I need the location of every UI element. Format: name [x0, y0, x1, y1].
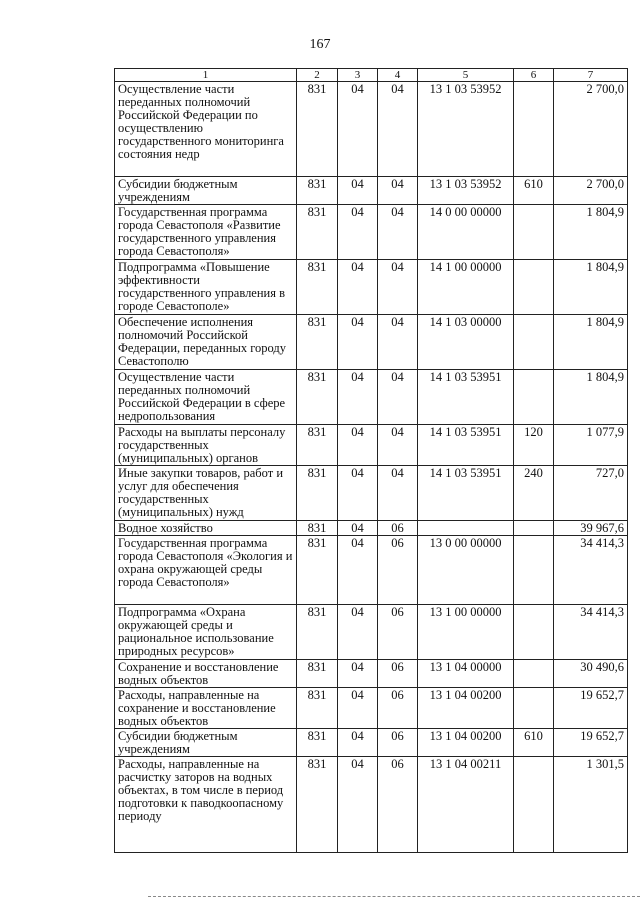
row-ministry-code: 831	[297, 605, 338, 660]
row-name: Расходы на выплаты персоналу государственных (муниципальных) органов	[115, 425, 297, 466]
row-expense-type: 120	[514, 425, 554, 466]
row-section-code: 04	[338, 370, 378, 425]
row-section-code: 04	[338, 536, 378, 605]
row-expense-type	[514, 688, 554, 729]
row-target-article: 13 1 04 00211	[418, 757, 514, 853]
row-amount: 1 804,9	[554, 260, 628, 315]
row-ministry-code: 831	[297, 370, 338, 425]
row-amount: 19 652,7	[554, 729, 628, 757]
row-expense-type	[514, 660, 554, 688]
row-expense-type	[514, 260, 554, 315]
row-section-code: 04	[338, 757, 378, 853]
row-section-code: 04	[338, 466, 378, 521]
row-subsection-code: 06	[378, 660, 418, 688]
row-subsection-code: 04	[378, 260, 418, 315]
table-row	[115, 260, 628, 315]
row-ministry-code: 831	[297, 315, 338, 370]
row-subsection-code: 04	[378, 370, 418, 425]
row-ministry-code: 831	[297, 260, 338, 315]
row-ministry-code: 831	[297, 757, 338, 853]
column-header: 6	[514, 69, 554, 82]
row-subsection-code: 06	[378, 757, 418, 853]
row-expense-type: 240	[514, 466, 554, 521]
page-bottom-edge	[148, 896, 640, 897]
row-section-code: 04	[338, 82, 378, 177]
table-row	[115, 370, 628, 425]
row-section-code: 04	[338, 315, 378, 370]
row-ministry-code: 831	[297, 660, 338, 688]
row-amount: 1 301,5	[554, 757, 628, 853]
row-target-article: 13 1 04 00200	[418, 688, 514, 729]
row-expense-type	[514, 605, 554, 660]
row-subsection-code: 06	[378, 521, 418, 536]
row-expense-type	[514, 536, 554, 605]
row-section-code: 04	[338, 688, 378, 729]
row-name: Субсидии бюджетным учреждениям	[115, 729, 297, 757]
row-subsection-code: 04	[378, 466, 418, 521]
row-target-article: 13 1 04 00000	[418, 660, 514, 688]
row-expense-type	[514, 521, 554, 536]
row-target-article: 13 0 00 00000	[418, 536, 514, 605]
row-section-code: 04	[338, 260, 378, 315]
row-section-code: 04	[338, 425, 378, 466]
row-name: Субсидии бюджетным учреждениям	[115, 177, 297, 205]
row-amount: 19 652,7	[554, 688, 628, 729]
row-ministry-code: 831	[297, 521, 338, 536]
column-header: 2	[297, 69, 338, 82]
row-name: Водное хозяйство	[115, 521, 297, 536]
row-subsection-code: 04	[378, 205, 418, 260]
column-header: 4	[378, 69, 418, 82]
row-amount: 2 700,0	[554, 82, 628, 177]
row-target-article: 14 0 00 00000	[418, 205, 514, 260]
row-ministry-code: 831	[297, 82, 338, 177]
table-row	[115, 688, 628, 729]
row-section-code: 04	[338, 177, 378, 205]
row-amount: 727,0	[554, 466, 628, 521]
row-target-article: 13 1 03 53952	[418, 177, 514, 205]
row-target-article	[418, 521, 514, 536]
row-ministry-code: 831	[297, 536, 338, 605]
budget-table	[114, 68, 628, 853]
column-number-row	[115, 69, 628, 82]
row-target-article: 14 1 00 00000	[418, 260, 514, 315]
table-row	[115, 729, 628, 757]
row-ministry-code: 831	[297, 177, 338, 205]
row-target-article: 13 1 00 00000	[418, 605, 514, 660]
row-name: Государственная программа города Севастополя «Экология и охрана окружающей среды города Севастополя»	[115, 536, 297, 605]
row-name: Сохранение и восстановление водных объектов	[115, 660, 297, 688]
row-name: Подпрограмма «Повышение эффективности государственного управления в городе Севастополе»	[115, 260, 297, 315]
row-amount: 1 077,9	[554, 425, 628, 466]
row-target-article: 14 1 03 53951	[418, 370, 514, 425]
row-ministry-code: 831	[297, 205, 338, 260]
row-name: Подпрограмма «Охрана окружающей среды и рациональное использование природных ресурсов»	[115, 605, 297, 660]
table-row	[115, 315, 628, 370]
table-row	[115, 660, 628, 688]
row-name: Иные закупки товаров, работ и услуг для обеспечения государственных (муниципальных) нужд	[115, 466, 297, 521]
row-subsection-code: 04	[378, 177, 418, 205]
row-section-code: 04	[338, 521, 378, 536]
row-amount: 1 804,9	[554, 370, 628, 425]
table-row	[115, 205, 628, 260]
row-expense-type: 610	[514, 729, 554, 757]
row-expense-type	[514, 315, 554, 370]
row-name: Государственная программа города Севастополя «Развитие государственного управления города Севастополя»	[115, 205, 297, 260]
row-target-article: 14 1 03 53951	[418, 466, 514, 521]
table-row	[115, 536, 628, 605]
row-subsection-code: 04	[378, 425, 418, 466]
row-subsection-code: 06	[378, 688, 418, 729]
row-target-article: 14 1 03 00000	[418, 315, 514, 370]
table-row	[115, 425, 628, 466]
row-subsection-code: 04	[378, 315, 418, 370]
column-header: 7	[554, 69, 628, 82]
page-number: 167	[309, 37, 331, 52]
row-expense-type	[514, 370, 554, 425]
table-row	[115, 521, 628, 536]
row-amount: 34 414,3	[554, 536, 628, 605]
row-ministry-code: 831	[297, 688, 338, 729]
row-section-code: 04	[338, 205, 378, 260]
row-subsection-code: 06	[378, 605, 418, 660]
row-name: Расходы, направленные на расчистку заторов на водных объектах, в том числе в период подготовки к паводкоопасному периоду	[115, 757, 297, 853]
row-name: Осуществление части переданных полномочий Российской Федерации в сфере недропользования	[115, 370, 297, 425]
row-expense-type	[514, 757, 554, 853]
table-row	[115, 605, 628, 660]
row-amount: 1 804,9	[554, 315, 628, 370]
row-subsection-code: 04	[378, 82, 418, 177]
table-row	[115, 757, 628, 853]
row-subsection-code: 06	[378, 729, 418, 757]
row-amount: 30 490,6	[554, 660, 628, 688]
row-expense-type	[514, 205, 554, 260]
row-ministry-code: 831	[297, 466, 338, 521]
row-amount: 2 700,0	[554, 177, 628, 205]
row-name: Расходы, направленные на сохранение и восстановление водных объектов	[115, 688, 297, 729]
row-target-article: 13 1 04 00200	[418, 729, 514, 757]
row-target-article: 14 1 03 53951	[418, 425, 514, 466]
table-row	[115, 82, 628, 177]
row-amount: 1 804,9	[554, 205, 628, 260]
row-target-article: 13 1 03 53952	[418, 82, 514, 177]
column-header: 1	[115, 69, 297, 82]
row-expense-type	[514, 82, 554, 177]
row-ministry-code: 831	[297, 425, 338, 466]
table-row	[115, 466, 628, 521]
row-expense-type: 610	[514, 177, 554, 205]
row-name: Обеспечение исполнения полномочий Российской Федерации, переданных городу Севастополю	[115, 315, 297, 370]
row-amount: 39 967,6	[554, 521, 628, 536]
row-name: Осуществление части переданных полномочий Российской Федерации по осуществлению государственного мониторинга состояния недр	[115, 82, 297, 177]
row-section-code: 04	[338, 729, 378, 757]
row-amount: 34 414,3	[554, 605, 628, 660]
row-section-code: 04	[338, 605, 378, 660]
row-subsection-code: 06	[378, 536, 418, 605]
row-ministry-code: 831	[297, 729, 338, 757]
column-header: 5	[418, 69, 514, 82]
table-row	[115, 177, 628, 205]
row-section-code: 04	[338, 660, 378, 688]
column-header: 3	[338, 69, 378, 82]
